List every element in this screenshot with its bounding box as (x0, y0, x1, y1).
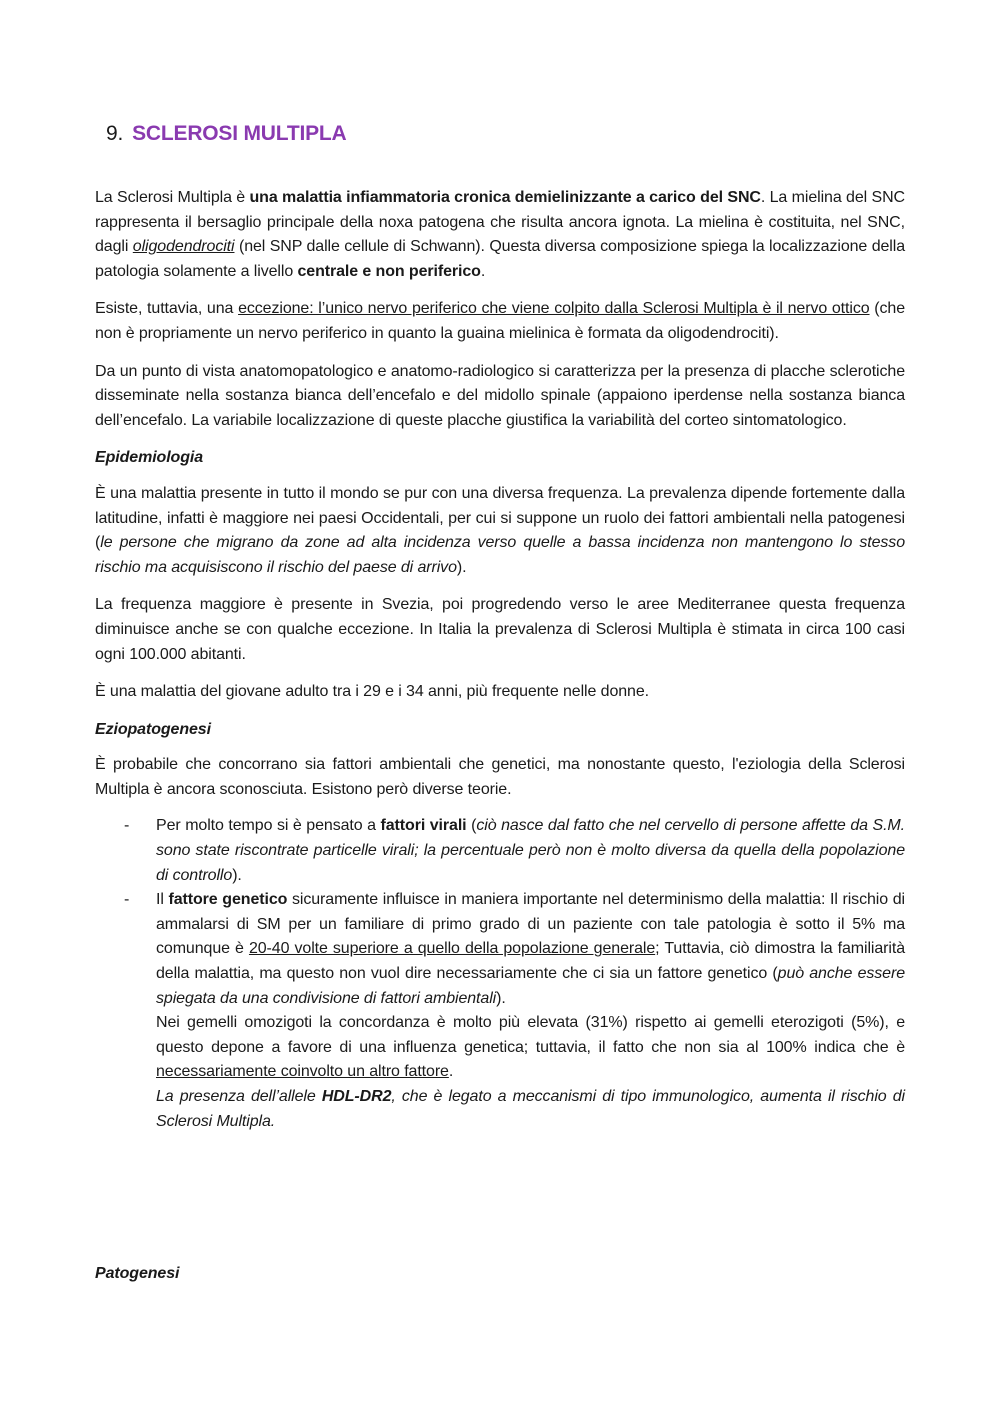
epidemiologia-heading: Epidemiologia (95, 449, 204, 467)
patogenesi-heading: Patogenesi (95, 1265, 180, 1282)
viral-factors-bold: fattori virali (380, 817, 467, 835)
section-number: 9. (106, 122, 124, 145)
intro-paragraph-1: La Sclerosi Multipla è una malattia infiammatoria cronica demielinizzante a carico del SNC. La mielina del SNC rappresenta il bersaglio principale della noxa patogena che risulta ancora ignota. La mielina è costituita, nel SNC, dagli oligodendrociti (nel SNP dalle cellule di Schwann). Questa diversa composizione spiega la localizzazione della patologia solamente a livello centrale e non periferico. (95, 189, 905, 280)
document-body (95, 186, 905, 1134)
oligodendrociti-term: oligodendrociti (132, 238, 235, 256)
twins-paragraph: Nei gemelli omozigoti la concordanza è molto più elevata (31%) rispetto ai gemelli eterozigoti (5%), e questo depone a favore di una influenza genetica; tuttavia, il fatto che non sia al 100% indica che è necessariamente coinvolto un altro fattore. (156, 1014, 905, 1081)
epidemiologia-paragraph-2: La frequenza maggiore è presente in Svezia, poi progredendo verso le aree Mediterranee questa frequenza diminuisce anche se con qualche eccezione. In Italia la prevalenza di Sclerosi Multipla è stimata in circa 100 casi ogni 100.000 abitanti. (95, 596, 905, 663)
eziopatogenesi-heading: Eziopatogenesi (95, 720, 211, 738)
allele-paragraph: La presenza dell’allele HDL-DR2, che è legato a meccanismi di tipo immunologico, aumenta il rischio di Sclerosi Multipla. (156, 1088, 906, 1130)
definition-bold: una malattia infiammatoria cronica demielinizzante a carico del SNC (249, 189, 761, 206)
genetic-factor-bold: fattore genetico (168, 891, 288, 909)
list-item-genetic: - Il fattore genetico sicuramente influisce in maniera importante nel determinismo della malattia: Il rischio di ammalarsi di SM per un familiare di primo grado di un paziente con tale patologia è sotto il 5% ma comunque è 20-40 volte superiore a quello della popolazione generale; Tuttavia, ciò dimostra la familiarità della malattia, ma questo non vuol dire necessariamente che ci sia un fattore genetico (può anche essere spiegata da una condivisione di fattori ambientali). Nei gemelli omozigoti la concordanza è molto più elevata (31%) rispetto ai gemelli eterozigoti (5%), e questo depone a favore di una influenza genetica; tuttavia, il fatto che non sia al 100% indica che è necessariamente coinvolto un altro fattore. La presenza dell’allele HDL-DR2, che è legato a meccanismi di tipo immunologico, aumenta il rischio di Sclerosi Multipla. (156, 888, 905, 1134)
section-title: SCLEROSI MULTIPLA (132, 122, 347, 145)
intro-paragraph-3: Da un punto di vista anatomopatologico e anatomo-radiologico si caratterizza per la presenza di placche sclerotiche disseminate nella sostanza bianca dell’encefalo e del midollo spinale (appaiono iperdense nella sostanza bianca dell’encefalo. La variabile localizzazione di queste placche giustifica la variabilità del corteo sintomatologico. (95, 362, 905, 429)
intro-paragraph-2: Esiste, tuttavia, una eccezione: l’unico nervo periferico che viene colpito dalla Sclerosi Multipla è il nervo ottico (che non è propriamente un nervo periferico in quanto la guaina mielinica è formata da oligodendrociti). (95, 300, 905, 342)
other-factor-underlined: necessariamente coinvolto un altro fattore (156, 1063, 449, 1081)
eziopatogenesi-paragraph-1: È probabile che concorrano sia fattori ambientali che genetici, ma nonostante questo, l'eziologia della Sclerosi Multipla è ancora sconosciuta. Esistono però diverse teorie. (95, 756, 905, 798)
epidemiologia-paragraph-1: È una malattia presente in tutto il mondo se pur con una diversa frequenza. La prevalenza dipende fortemente dalla latitudine, infatti è maggiore nei paesi Occidentali, per cui si suppone un ruolo dei fattori ambientali nella patogenesi (le persone che migrano da zone ad alta incidenza verso quelle a bassa incidenza non mantengono lo stesso rischio ma acquisiscono il rischio del paese di arrivo). (95, 484, 905, 576)
section-heading (106, 122, 347, 146)
epidemiologia-paragraph-3: È una malattia del giovane adulto tra i 29 e i 34 anni, più frequente nelle donne. (95, 683, 649, 701)
theories-list (95, 814, 905, 1134)
central-bold: centrale e non periferico (297, 262, 481, 280)
allele-name: HDL-DR2 (321, 1088, 392, 1105)
risk-underlined: 20-40 volte superiore a quello della popolazione generale (248, 940, 656, 958)
migration-note: le persone che migrano da zone ad alta incidenza verso quelle a bassa incidenza non mantengono lo stesso rischio ma acquisiscono il rischio del paese di arrivo (95, 534, 905, 576)
list-item-viral: - Per molto tempo si è pensato a fattori virali (ciò nasce dal fatto che nel cervello di persone affette da S.M. sono state riscontrate particelle virali; la percentuale però non è molto diversa da quella della popolazione di controllo). (156, 814, 905, 888)
exception-underlined: eccezione: l’unico nervo periferico che viene colpito dalla Sclerosi Multipla è il nervo ottico (238, 300, 870, 318)
